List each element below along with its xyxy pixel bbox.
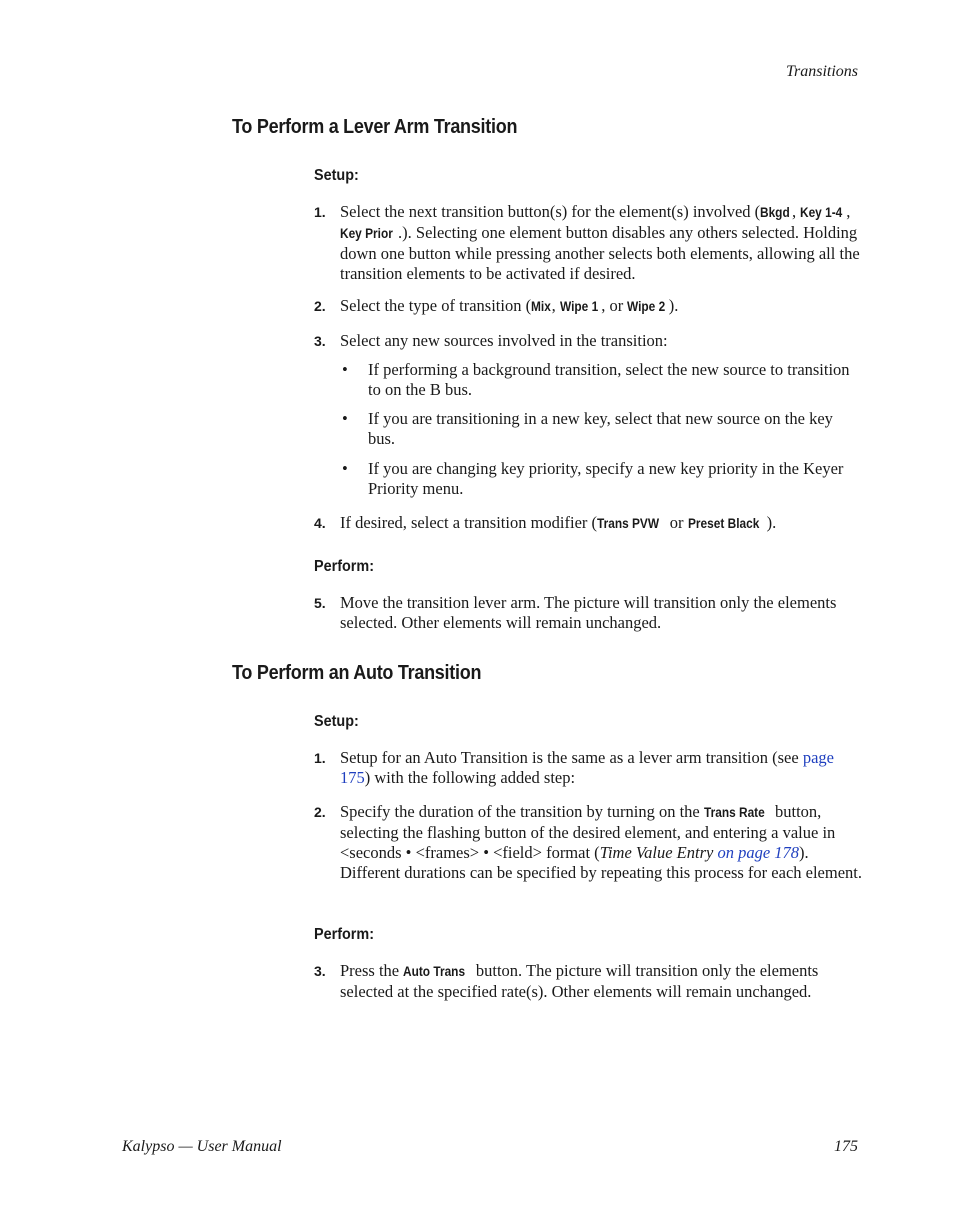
button-name-key-prior: Key Prior [340,226,393,241]
text: , [551,296,560,315]
step-number: 4. [314,515,326,531]
step-text: Select any new sources involved in the transition: [340,331,668,350]
step-text [340,802,862,883]
text: , or [601,296,628,315]
step-number: 2. [314,298,326,314]
page-link[interactable]: page 175 [340,748,834,787]
button-name-wipe-2: Wipe 2 [627,299,666,314]
button-name-trans-rate: Trans Rate [703,805,765,820]
setup-subheading: Setup: [314,713,359,730]
running-header: Transitions [785,63,858,80]
bullet-dot: • [342,409,348,428]
button-name-bkgd: Bkgd [760,205,790,220]
step-text [340,513,862,534]
button-name-preset-black: Preset Black [687,516,759,531]
text: , [846,202,851,221]
text: or [665,513,688,532]
section-heading-lever-arm: To Perform a Lever Arm Transition [232,116,518,138]
section-heading-auto-transition: To Perform an Auto Transition [232,662,482,684]
bullet-dot: • [342,360,348,379]
button-name-wipe-1: Wipe 1 [559,299,599,314]
bullet-text: If performing a background transition, select the new source to transition to on the B bus. [368,360,850,399]
step-number: 1. [314,750,326,766]
text: ). [668,296,679,315]
step-number: 5. [314,595,326,611]
bullet-text: If you are changing key priority, specify a new key priority in the Keyer Priority menu. [368,459,844,498]
text: ). Different durations can be specified by repeating this process for each element. [340,843,862,882]
page-number: 175 [834,1138,858,1155]
button-name-trans-pvw: Trans PVW [597,516,660,531]
text: If desired, select a transition modifier ( [340,513,598,532]
button-name-key-1-4: Key 1-4 [800,205,843,220]
text: button, selecting the flashing button of the desired element, and entering a value in <seconds • <frames> • <field> format ( [340,802,836,862]
step-text [340,961,862,1002]
text: ) with the following added step: [364,768,576,787]
text: Select the type of transition ( [340,296,532,315]
step-number: 3. [314,333,326,349]
page-link[interactable]: on page 178 [717,843,800,862]
step-text: Move the transition lever arm. The picture will transition only the elements selected. Other elements will remain unchanged. [340,593,837,632]
perform-subheading: Perform: [314,926,375,943]
text: Specify the duration of the transition by turning on the [340,802,704,821]
perform-subheading: Perform: [314,558,375,575]
step-number: 3. [314,963,326,979]
cross-reference-title: Time Value Entry [599,843,714,862]
text: Select the next transition button(s) for the element(s) involved ( [340,202,761,221]
step-number: 2. [314,804,326,820]
step-text [340,202,862,284]
text: Setup for an Auto Transition is the same as a lever arm transition (see [340,748,803,767]
step-text [340,296,862,317]
text: button. The picture will transition only the elements selected at the specified rate(s). Other elements will remain unchanged. [340,961,819,1001]
step-text [340,748,862,788]
text: Press the [340,961,404,980]
button-name-mix: Mix [531,299,551,314]
bullet-dot: • [342,459,348,478]
step-number: 1. [314,204,326,220]
text: , [791,202,801,221]
setup-subheading: Setup: [314,167,359,184]
text: ). [766,513,777,532]
footer-manual-title: Kalypso — User Manual [122,1138,282,1155]
text: .). Selecting one element button disables any others selected. Holding down one button while pressing another selects both elements, allowing all the transition elements to be activated if desired. [340,223,860,283]
bullet-text: If you are transitioning in a new key, select that new source on the key bus. [368,409,833,448]
button-name-auto-trans: Auto Trans [403,964,466,979]
